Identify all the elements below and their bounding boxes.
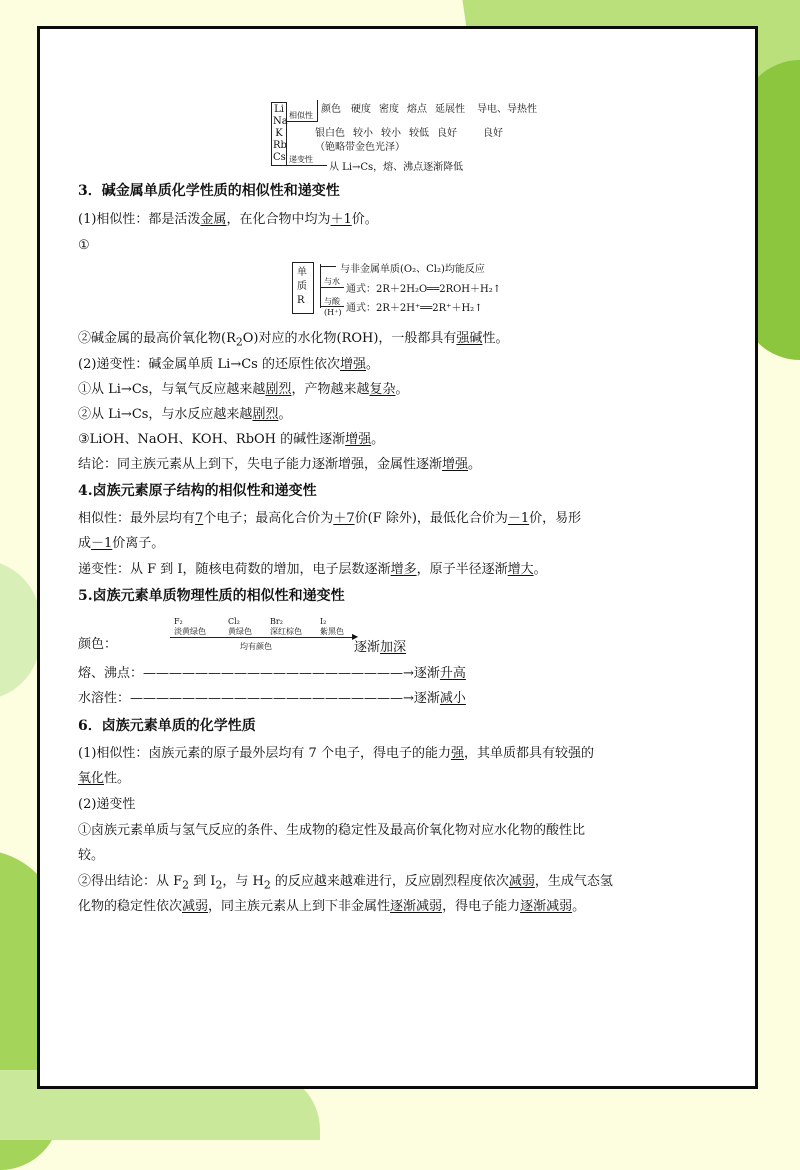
text: 个电子；最高化合价为 [203, 511, 334, 526]
answer: 7 [195, 511, 204, 526]
s4-para1-cont [78, 537, 164, 550]
color-br2: 深红棕色 [270, 627, 302, 636]
answer: 剧烈 [265, 382, 292, 397]
text: ，生成气态氢 [534, 874, 613, 889]
s3-para2 [78, 332, 508, 348]
s5-solubility-line [78, 692, 466, 705]
answer: 增大 [507, 562, 534, 577]
cesium-note: （铯略带金色光泽） [315, 142, 405, 153]
answer: 减小 [439, 691, 466, 706]
text: 价离子。 [112, 536, 165, 551]
s6-para4 [78, 875, 613, 891]
acid-label: 与酸 [324, 297, 340, 306]
answer: 逐渐减弱 [520, 899, 573, 914]
branch-2 [320, 287, 344, 288]
text: ，与 H [222, 874, 264, 889]
element-na: Na [273, 116, 288, 127]
color-i2: 紫黑色 [320, 627, 344, 636]
value-melting: 较低 [409, 128, 429, 139]
answer: 复杂 [369, 382, 396, 397]
box-char: 质 [297, 281, 307, 292]
halogen-cl2: Cl₂ [228, 617, 240, 626]
answer-strong-base: 强碱 [456, 331, 483, 346]
value-hardness: 较小 [353, 128, 373, 139]
trend-label: 递变性 [289, 155, 313, 164]
color-cl2: 黄绿色 [228, 627, 252, 636]
answer: 加深 [380, 640, 407, 655]
color-common: 均有颜色 [240, 642, 272, 651]
similarity-branch [317, 100, 318, 122]
alkali-physical-diagram [271, 100, 551, 172]
s3-para6 [78, 433, 384, 446]
s5-color-label: 颜色： [78, 637, 118, 652]
similarity-label: 相似性 [289, 111, 313, 120]
subscript: 2 [235, 335, 243, 349]
s6-para1-cont [78, 772, 130, 785]
answer: 增强 [345, 432, 372, 447]
text: ，在化合物中均为 [226, 212, 331, 227]
text: 。 [572, 899, 586, 914]
prop-hardness: 硬度 [351, 104, 371, 115]
section6-heading: 6．卤族元素单质的化学性质 [78, 718, 256, 734]
text: 到 I [189, 874, 216, 889]
text: 相似性：最外层均有 [78, 511, 196, 526]
box-char: R [297, 295, 305, 306]
prop-conductivity: 导电、导热性 [477, 104, 537, 115]
text: ，其单质都具有较强的 [463, 746, 594, 761]
s5-melting-line [78, 667, 466, 680]
s3-conclusion [78, 458, 481, 471]
answer: 增强 [442, 457, 469, 472]
value-density: 较小 [381, 128, 401, 139]
acid-equation: 通式：2R＋2H⁺══2R⁺＋H₂↑ [346, 303, 483, 314]
text: 性。 [482, 331, 509, 346]
prop-color: 颜色 [321, 104, 341, 115]
text: ①从 Li→Cs，与氧气反应越来越 [78, 382, 266, 397]
s3-para4 [78, 383, 409, 396]
answer: 强 [450, 746, 464, 761]
text: 。 [278, 407, 292, 422]
value-conductivity: 良好 [483, 128, 503, 139]
value-ductility: 良好 [437, 128, 457, 139]
subscript: 2 [263, 878, 271, 892]
text: 。 [533, 562, 547, 577]
text: ，原子半径逐渐 [416, 562, 508, 577]
text: ，同主族元素从上到下非金属性 [208, 899, 391, 914]
nonmetal-reaction: 与非金属单质(O₂、Cl₂)均能反应 [340, 264, 485, 275]
branch-3 [320, 306, 344, 307]
text: ②得出结论：从 F [78, 874, 183, 889]
s6-para3: ①卤族元素单质与氢气反应的条件、生成物的稳定性及最高价氧化物对应水化物的酸性比 [78, 823, 586, 838]
s3-para1 [78, 213, 378, 226]
branch-line [320, 264, 321, 308]
halogen-f2: F₂ [174, 617, 183, 626]
answer: 逐渐减弱 [390, 899, 443, 914]
element-list [273, 104, 288, 164]
text: 熔、沸点： [78, 666, 144, 681]
element-rb: Rb [273, 140, 287, 151]
text: 性。 [104, 771, 131, 786]
text: 。 [371, 432, 385, 447]
text: 逐渐 [354, 640, 381, 655]
text: O)对应的水化物(ROH)，一般都具有 [242, 331, 457, 346]
text: 。 [395, 382, 409, 397]
subscript: 2 [182, 878, 190, 892]
text: 的反应越来越难进行，反应剧烈程度依次 [270, 874, 509, 889]
color-arrow-line [170, 637, 354, 638]
trend-arrow: —————————————————————→逐渐 [130, 691, 440, 706]
trend-arrow: ————————————————————→逐渐 [143, 666, 440, 681]
answer-valence: ＋1 [330, 212, 352, 227]
text: ②碱金属的最高价氧化物(R [78, 331, 236, 346]
text: 价，易形 [529, 511, 582, 526]
section5-heading: 5.卤族元素单质物理性质的相似性和递变性 [78, 588, 345, 604]
text: ②从 Li→Cs，与水反应越来越 [78, 407, 253, 422]
text: 结论：同主族元素从上到下，失电子能力逐渐增强，金属性逐渐 [78, 457, 443, 472]
box-char: 单 [297, 267, 307, 278]
text: 。 [366, 357, 380, 372]
text: 成 [78, 536, 92, 551]
value-color: 银白色 [315, 128, 345, 139]
text: ③LiOH、NaOH、KOH、RbOH 的碱性逐渐 [78, 432, 346, 447]
alkali-reaction-diagram [292, 258, 522, 318]
trend-text: 从 Li→Cs，熔、沸点逐渐降低 [329, 162, 464, 173]
answer: －1 [91, 536, 113, 551]
text: 价(F 除外)，最低化合价为 [354, 511, 508, 526]
s3-para3 [78, 358, 379, 371]
answer: ＋7 [333, 511, 355, 526]
halogen-color-diagram [156, 617, 359, 653]
element-k: K [275, 128, 283, 139]
text: ，产物越来越 [291, 382, 370, 397]
section3-heading: 3．碱金属单质化学性质的相似性和递变性 [78, 183, 340, 199]
answer: 剧烈 [252, 407, 279, 422]
subscript: 2 [215, 878, 223, 892]
s3-para5 [78, 408, 291, 421]
answer-metal: 金属 [200, 212, 227, 227]
text: 。 [468, 457, 482, 472]
answer: 增强 [339, 357, 366, 372]
answer: －1 [507, 511, 530, 526]
halogen-i2: I₂ [320, 617, 327, 626]
color-f2: 淡黄绿色 [174, 627, 206, 636]
text: (1)相似性：都是活泼 [78, 212, 201, 227]
element-li: Li [274, 104, 284, 115]
prop-melting: 熔点 [407, 104, 427, 115]
acid-ion-label: (H⁺) [324, 308, 342, 317]
decor-green-mid-left [0, 560, 40, 700]
answer: 减弱 [508, 874, 535, 889]
answer: 氧化 [78, 771, 105, 786]
s6-para1 [78, 747, 594, 760]
text: 水溶性： [78, 691, 131, 706]
s3-circle1: ① [78, 238, 90, 253]
answer: 增多 [390, 562, 417, 577]
element-cs: Cs [273, 152, 286, 163]
text: (2)递变性：碱金属单质 Li→Cs 的还原性依次 [78, 357, 340, 372]
text: ，得电子能力 [442, 899, 521, 914]
arrow-head-icon: ▶ [352, 632, 359, 641]
similarity-line [287, 121, 317, 122]
branch-1 [320, 266, 336, 267]
s4-para2 [78, 563, 547, 576]
halogen-br2: Br₂ [270, 617, 283, 626]
s5-color-trend [354, 641, 406, 654]
s6-para3-cont: 较。 [78, 848, 105, 863]
s6-para2: (2)递变性 [78, 797, 136, 812]
trend-line [287, 165, 327, 166]
water-label: 与水 [324, 277, 340, 286]
answer: 升高 [439, 666, 466, 681]
s4-para1 [78, 512, 581, 525]
s6-para5 [78, 900, 585, 913]
text: 价。 [351, 212, 378, 227]
text: 化物的稳定性依次 [78, 899, 183, 914]
water-equation: 通式：2R＋2H₂O══2ROH＋H₂↑ [346, 284, 502, 295]
text: 递变性：从 F 到 I，随核电荷数的增加，电子层数逐渐 [78, 562, 391, 577]
section4-heading: 4.卤族元素原子结构的相似性和递变性 [78, 483, 317, 499]
text: (1)相似性：卤族元素的原子最外层均有 7 个电子，得电子的能力 [78, 746, 451, 761]
prop-density: 密度 [379, 104, 399, 115]
prop-ductility: 延展性 [435, 104, 465, 115]
box-label [297, 266, 307, 308]
answer: 减弱 [182, 899, 209, 914]
